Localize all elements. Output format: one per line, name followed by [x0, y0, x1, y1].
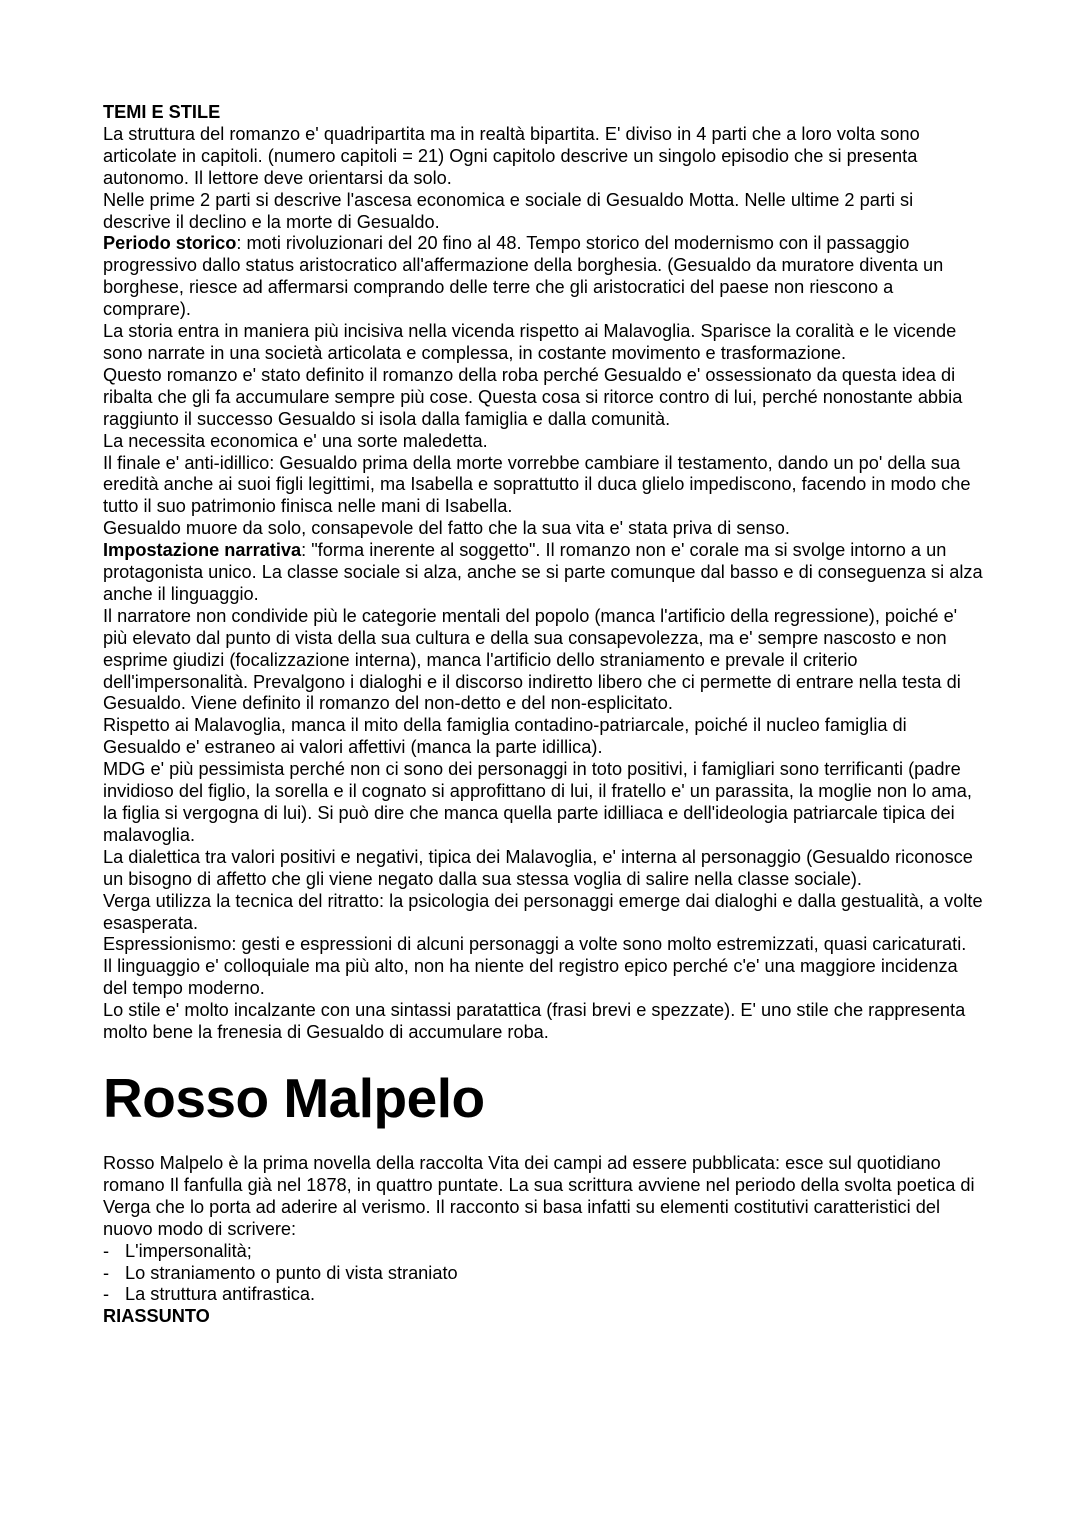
- list-item: [103, 1284, 983, 1306]
- paragraph: La storia entra in maniera più incisiva nella vicenda rispetto ai Malavoglia. Sparisce la coralità e le vicende sono narrate in una società articolata e complessa, in costante movimento e trasformazione.: [103, 321, 957, 363]
- document-page: [103, 102, 983, 1328]
- paragraph: Verga utilizza la tecnica del ritratto: la psicologia dei personaggi emerge dai dialoghi e dalla gestualità, a volte esasperata.: [103, 890, 983, 933]
- paragraph: [103, 540, 983, 606]
- paragraph: Lo stile e' molto incalzante con una sintassi paratattica (frasi brevi e spezzate). E' uno stile che rappresenta molto bene la frenesia di Gesualdo di accumulare roba.: [103, 1000, 966, 1043]
- dash-bullet: -: [103, 1284, 110, 1305]
- paragraph: Rispetto ai Malavoglia, manca il mito della famiglia contadino-patriarcale, poiché il nucleo famiglia di Gesualdo e' estraneo ai valori affettivi (manca la parte idillica).: [103, 715, 907, 758]
- paragraph: [103, 233, 983, 321]
- paragraph: Il linguaggio e' colloquiale ma più alto, non ha niente del registro epico perché c'e' una maggiore incidenza del tempo moderno.: [103, 956, 958, 999]
- paragraph-text: : moti rivoluzionari del 20 fino al 48. Tempo storico del modernismo con il passaggio progressivo dallo status aristocratico all'affermazione della borghesia. (Gesualdo da muratore diventa un borghese, riesce ad affermarsi comprando delle terre che gli aristocratici del paese non riescono a comprare).: [103, 233, 944, 320]
- list-item-text: La struttura antifrastica.: [125, 1284, 316, 1305]
- paragraph: MDG e' più pessimista perché non ci sono dei personaggi in toto positivi, i famigliari sono terrificanti (padre invidioso del figlio, la sorella e il cognato si approfittano di lui, il fratello e' un parassita, la moglie non lo ama, la figlia si vergogna di lui). Si può dire che manca quella parte idilliaca e dell'ideologia patriarcale tipica dei malavoglia.: [103, 759, 972, 845]
- dash-bullet: -: [103, 1240, 110, 1261]
- dash-bullet: -: [103, 1262, 110, 1283]
- list-item-text: L'impersonalità;: [125, 1240, 252, 1261]
- paragraph: Il narratore non condivide più le categorie mentali del popolo (manca l'artificio della regressione), poiché e' più elevato dal punto di vista della sua cultura e della sua consapevolezza, ma e' sempre nascosto e non esprime giudizi (focalizzazione interna), manca l'artificio dello straniamento e prevale il criterio dell'impersonalità. Prevalgono i dialoghi e il discorso indiretto libero che ci permette di entrare nella testa di Gesualdo. Viene definito il romanzo del non-detto e del non-esplicitato.: [103, 605, 961, 714]
- section-heading-riassunto: RIASSUNTO: [103, 1306, 210, 1327]
- section-heading-temi-e-stile: TEMI E STILE: [103, 102, 221, 122]
- paragraph-lead: Periodo storico: [103, 233, 237, 254]
- paragraph: Nelle prime 2 parti si descrive l'ascesa economica e sociale di Gesualdo Motta. Nelle ultime 2 parti si descrive il declino e la morte di Gesualdo.: [103, 189, 914, 232]
- list-item-text: Lo straniamento o punto di vista straniato: [125, 1262, 458, 1283]
- paragraph: Il finale e' anti-idillico: Gesualdo prima della morte vorrebbe cambiare il testamento, dando un po' della sua eredità anche ai suoi figli legittimi, ma Isabella e soprattutto il duca glielo impediscono, facendo in modo che tutto il suo patrimonio finisca nelle mani di Isabella.: [103, 452, 971, 517]
- list-item: [103, 1241, 983, 1263]
- section-title-rosso-malpelo: Rosso Malpelo: [103, 1066, 485, 1129]
- paragraph: Gesualdo muore da solo, consapevole del fatto che la sua vita e' stata priva di senso.: [103, 518, 790, 539]
- list-item: [103, 1263, 983, 1285]
- paragraph: Espressionismo: gesti e espressioni di alcuni personaggi a volte sono molto estremizzati, quasi caricaturati.: [103, 934, 967, 955]
- paragraph: La dialettica tra valori positivi e negativi, tipica dei Malavoglia, e' interna al personaggio (Gesualdo riconosce un bisogno di affetto che gli viene negato dalla sua stessa voglia di salire nella classe sociale).: [103, 846, 973, 889]
- paragraph: Questo romanzo e' stato definito il romanzo della roba perché Gesualdo e' ossessionato da questa idea di ribalta che gli fa accumulare sempre più cose. Questa cosa si ritorce contro di lui, perché nonostante abbia raggiunto il successo Gesualdo si isola dalla famiglia e dalla comunità.: [103, 364, 963, 429]
- paragraph: La necessita economica e' una sorte maledetta.: [103, 430, 488, 451]
- paragraph-lead: Impostazione narrativa: [103, 540, 302, 561]
- paragraph: Rosso Malpelo è la prima novella della raccolta Vita dei campi ad essere pubblicata: esce sul quotidiano romano Il fanfulla già nel 1878, in quattro puntate. La sua scrittura avviene nel periodo della svolta poetica di Verga che lo porta ad aderire al verismo. Il racconto si basa infatti su elementi costitutivi caratteristici del nuovo modo di scrivere:: [103, 1152, 975, 1239]
- paragraph-text: : "forma inerente al soggetto". Il romanzo non e' corale ma si svolge intorno a un protagonista unico. La classe sociale si alza, anche se si parte comunque dal basso e di conseguenza si alza anche il linguaggio.: [103, 540, 983, 604]
- bullet-list: [103, 1241, 983, 1307]
- paragraph: La struttura del romanzo e' quadripartita ma in realtà bipartita. E' diviso in 4 parti che a loro volta sono articolate in capitoli. (numero capitoli = 21) Ogni capitolo descrive un singolo episodio che si presenta autonomo. Il lettore deve orientarsi da solo.: [103, 123, 920, 188]
